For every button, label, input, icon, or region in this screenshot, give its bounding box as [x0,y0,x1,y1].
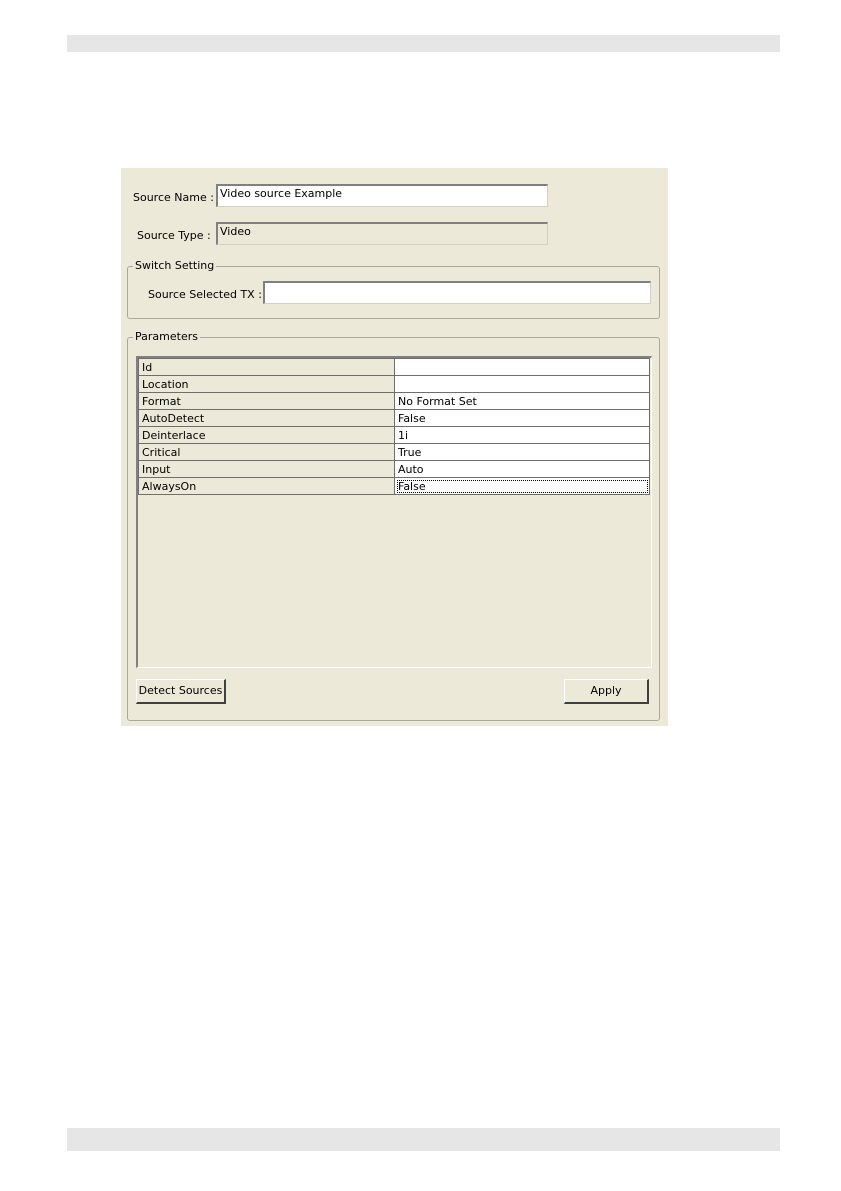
parameters-title: Parameters [135,330,198,343]
param-row-autodetect[interactable] [139,410,650,427]
page-header-bar [67,35,780,52]
param-value[interactable]: No Format Set [395,393,650,410]
source-type-field: Video [216,222,548,245]
param-name: AlwaysOn [139,478,395,495]
param-row-id[interactable] [139,359,650,376]
param-value[interactable]: True [395,444,650,461]
source-settings-panel [121,168,668,726]
detect-sources-button[interactable]: Detect Sources [136,679,226,704]
param-name: Format [139,393,395,410]
param-name: Location [139,376,395,393]
param-value[interactable]: False [395,410,650,427]
parameters-table [138,358,650,495]
source-selected-tx-label: Source Selected TX : [148,288,262,301]
source-name-input[interactable]: Video source Example [216,184,548,207]
param-row-format[interactable] [139,393,650,410]
param-value[interactable]: Auto [395,461,650,478]
param-name: Critical [139,444,395,461]
param-row-alwayson[interactable] [139,478,650,495]
param-value[interactable] [395,376,650,393]
parameters-grid[interactable] [136,356,652,668]
param-row-location[interactable] [139,376,650,393]
source-type-label: Source Type : [137,229,211,242]
param-value[interactable] [395,359,650,376]
param-row-deinterlace[interactable] [139,427,650,444]
apply-button[interactable]: Apply [564,679,649,704]
param-name: Input [139,461,395,478]
source-name-label: Source Name : [133,191,214,204]
param-name: Id [139,359,395,376]
switch-setting-title: Switch Setting [135,259,215,272]
param-value[interactable]: 1i [395,427,650,444]
param-value[interactable]: False [395,478,650,495]
switch-setting-group [127,259,660,319]
page-footer-bar [67,1128,780,1151]
param-row-critical[interactable] [139,444,650,461]
param-name: Deinterlace [139,427,395,444]
param-row-input[interactable] [139,461,650,478]
param-name: AutoDetect [139,410,395,427]
source-selected-tx-input[interactable] [263,281,651,304]
